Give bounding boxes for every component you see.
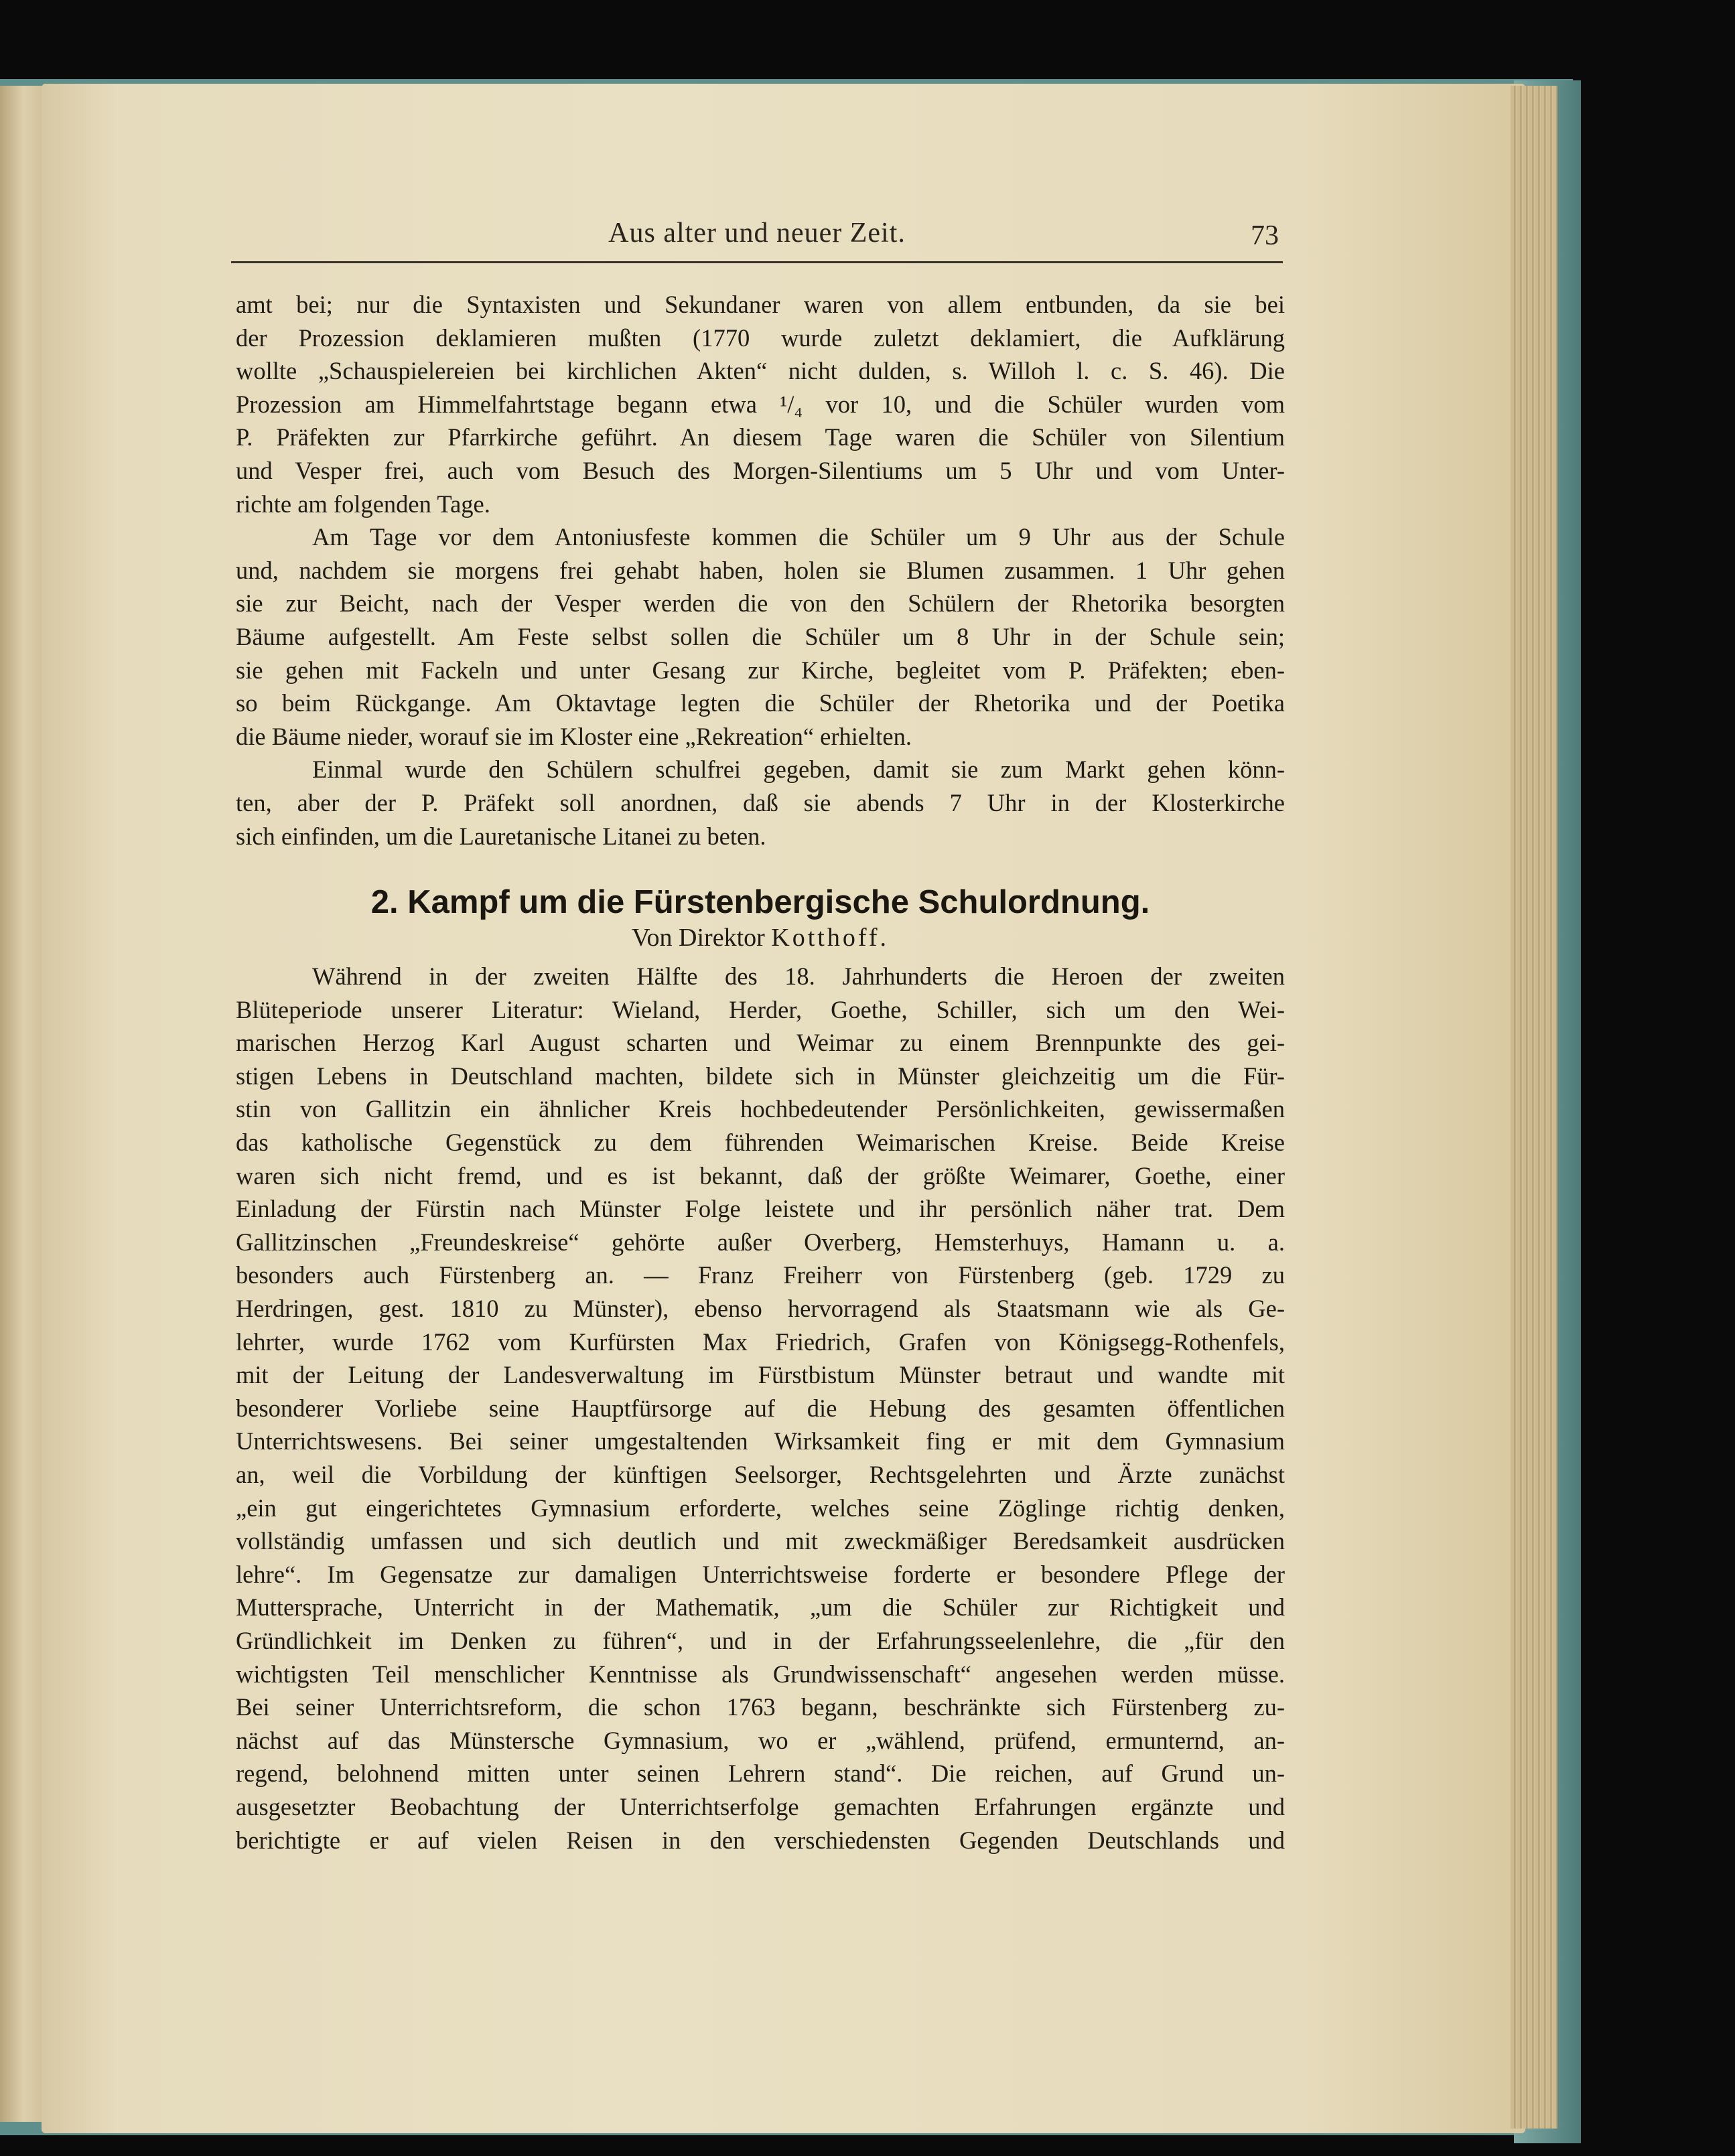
text-line: berichtigte er auf vielen Reisen in den verschiedensten Gegenden Deutschlands und	[236, 1826, 1285, 1854]
author-prefix: Von Direktor	[632, 924, 772, 952]
text-line: wichtigsten Teil menschlicher Kenntnisse als Grundwissenschaft“ angesehen werden müsse.	[236, 1660, 1285, 1688]
author-line	[236, 922, 1285, 953]
text-line: Herdringen, gest. 1810 zu Münster), ebenso hervorragend als Staatsmann wie als Ge-	[236, 1295, 1285, 1323]
text-line: vollständig umfassen und sich deutlich und mit zweckmäßiger Beredsamkeit ausdrücken	[236, 1527, 1285, 1555]
text-line: stigen Lebens in Deutschland machten, bildete sich in Münster gleichzeitig um die Für-	[236, 1062, 1285, 1090]
paragraph	[236, 960, 1285, 1857]
text-line: sich einfinden, um die Lauretanische Litanei zu beten.	[236, 822, 766, 850]
text-line: mit der Leitung der Landesverwaltung im Fürstbistum Münster betraut und wandte mit	[236, 1361, 1285, 1389]
text-line: ten, aber der P. Präfekt soll anordnen, daß sie abends 7 Uhr in der Klosterkirche	[236, 788, 1285, 816]
text-line: Gründlichkeit im Denken zu führen“, und in der Erfahrungsseelenlehre, die „für den	[236, 1626, 1285, 1654]
body-text	[236, 288, 1285, 1857]
text-line: „ein gut eingerichtetes Gymnasium erforderte, welches seine Zöglinge richtig denken,	[236, 1494, 1285, 1522]
text-line: lehrter, wurde 1762 vom Kurfürsten Max Friedrich, Grafen von Königsegg-Rothenfels,	[236, 1327, 1285, 1356]
text-line: Einmal wurde den Schülern schulfrei gegeben, damit sie zum Markt gehen könn-	[312, 756, 1285, 784]
paragraph	[236, 288, 1285, 520]
paragraph	[236, 753, 1285, 853]
text-line: stin von Gallitzin ein ähnlicher Kreis hochbedeutender Persönlichkeiten, gewissermaßen	[236, 1095, 1285, 1123]
text-line: regend, belohnend mitten unter seinen Lehrern stand“. Die reichen, auf Grund un-	[236, 1759, 1285, 1788]
header-rule	[231, 261, 1283, 263]
text-line: besonders auch Fürstenberg an. — Franz Freiherr von Fürstenberg (geb. 1729 zu	[236, 1261, 1285, 1289]
text-line: lehre“. Im Gegensatze zur damaligen Unterrichtsweise forderte er besondere Pflege der	[236, 1560, 1285, 1588]
text-line: die Bäume nieder, worauf sie im Kloster eine „Rekreation“ erhielten.	[236, 722, 912, 750]
text-line: der Prozession deklamieren mußten (1770 wurde zuletzt deklamiert, die Aufklärung	[236, 324, 1285, 352]
text-line: sie zur Beicht, nach der Vesper werden die von den Schülern der Rhetorika besorgten	[236, 589, 1285, 618]
text-line: Bei seiner Unterrichtsreform, die schon 1763 begann, beschränkte sich Fürstenberg zu-	[236, 1693, 1285, 1721]
text-line: und Vesper frei, auch vom Besuch des Morgen-Silentiums um 5 Uhr und vom Unter-	[236, 456, 1285, 484]
text-line: marischen Herzog Karl August scharten und Weimar zu einem Brennpunkte des gei-	[236, 1029, 1285, 1057]
text-line: das katholische Gegenstück zu dem führenden Weimarischen Kreise. Beide Kreise	[236, 1129, 1285, 1157]
text-line: waren sich nicht fremd, und es ist bekannt, daß der größte Weimarer, Goethe, einer	[236, 1161, 1285, 1190]
page-stack-edge	[1511, 86, 1557, 2129]
text-line: Unterrichtswesens. Bei seiner umgestaltenden Wirksamkeit fing er mit dem Gymnasium	[236, 1427, 1285, 1455]
paragraph	[236, 520, 1285, 753]
text-line: Bäume aufgestellt. Am Feste selbst sollen die Schüler um 8 Uhr in der Schule sein;	[236, 622, 1285, 650]
text-line: Muttersprache, Unterricht in der Mathematik, „um die Schüler zur Richtigkeit und	[236, 1593, 1285, 1622]
section-heading: 2. Kampf um die Fürstenbergische Schulordnung.	[370, 884, 1150, 921]
running-head	[231, 216, 1283, 256]
page-number: 73	[1251, 220, 1279, 251]
text-line: Am Tage vor dem Antoniusfeste kommen die Schüler um 9 Uhr aus der Schule	[312, 523, 1285, 551]
text-line: und, nachdem sie morgens frei gehabt haben, holen sie Blumen zusammen. 1 Uhr gehen	[236, 556, 1285, 584]
text-line: amt bei; nur die Syntaxisten und Sekundaner waren von allem entbunden, da sie bei	[236, 291, 1285, 318]
text-line: richte am folgenden Tage.	[236, 490, 490, 518]
text-line: Während in der zweiten Hälfte des 18. Jahrhunderts die Heroen der zweiten	[312, 962, 1285, 991]
text-line: so beim Rückgange. Am Oktavtage legten die Schüler der Rhetorika und der Poetika	[236, 689, 1285, 717]
text-line: Blüteperiode unserer Literatur: Wieland, Herder, Goethe, Schiller, sich um den Wei-	[236, 995, 1285, 1023]
text-line: sie gehen mit Fackeln und unter Gesang zur Kirche, begleitet vom P. Präfekten; eben-	[236, 656, 1285, 684]
text-line: ausgesetzter Beobachtung der Unterrichtserfolge gemachten Erfahrungen ergänzte und	[236, 1792, 1285, 1820]
text-line: Prozession am Himmelfahrtstage begann etwa ¹/₄ vor 10, und die Schüler wurden vom	[236, 390, 1285, 418]
text-line: an, weil die Vorbildung der künftigen Seelsorger, Rechtsgelehrten und Ärzte zunächst	[236, 1461, 1285, 1488]
facing-page-edge	[0, 86, 47, 2122]
text-line: nächst auf das Münstersche Gymnasium, wo er „wählend, prüfend, ermunternd, an-	[236, 1726, 1285, 1754]
text-line: besonderer Vorliebe seine Hauptfürsorge auf die Hebung des gesamten öffentlichen	[236, 1394, 1285, 1422]
text-line: Gallitzinschen „Freundeskreise“ gehörte außer Overberg, Hemsterhuys, Hamann u. a.	[236, 1228, 1285, 1256]
text-line: wollte „Schauspielereien bei kirchlichen Akten“ nicht dulden, s. Willoh l. c. S. 46). Die	[236, 357, 1285, 385]
author-name: Kotthoff.	[771, 924, 889, 952]
text-line: Einladung der Fürstin nach Münster Folge leistete und ihr persönlich näher trat. Dem	[236, 1195, 1285, 1223]
running-head-title: Aus alter und neuer Zeit.	[608, 218, 906, 248]
text-line: P. Präfekten zur Pfarrkirche geführt. An diesem Tage waren die Schüler von Silentium	[236, 423, 1285, 451]
